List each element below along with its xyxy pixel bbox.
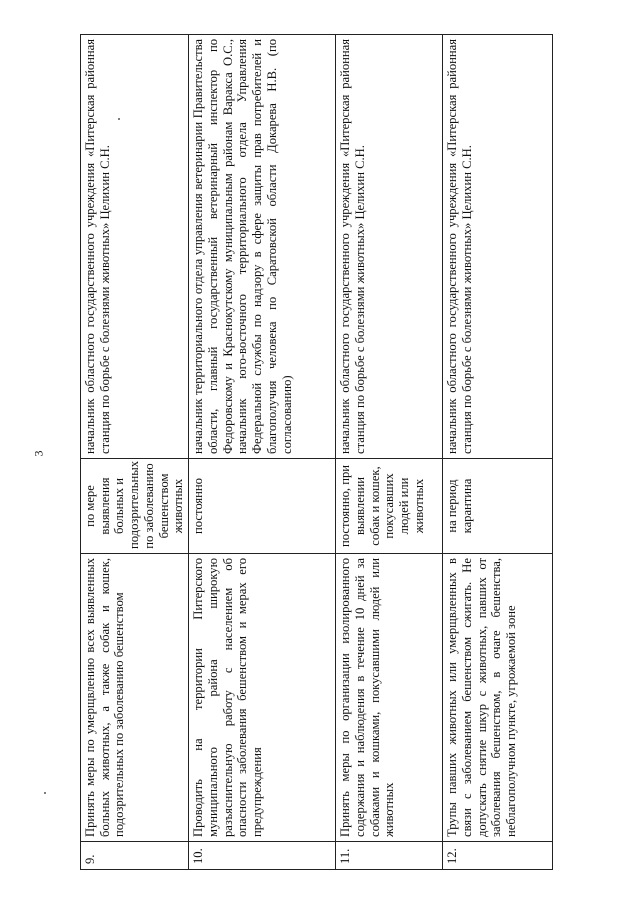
term-text: постоянно, при выявлении собак и кошек, покусавших людей или животных [336, 459, 443, 554]
table-row [81, 35, 189, 870]
term-text: по мере выявления больных и подозрительных по заболеванию бешенством животных [81, 459, 189, 554]
table-row [336, 35, 443, 870]
rotated-table-container [80, 35, 548, 870]
row-number: 10. [189, 842, 336, 870]
term-text: постоянно [189, 459, 336, 554]
page-number: 3 [31, 450, 46, 457]
measures-table [80, 34, 553, 870]
measure-text: Принять меры по организации изолированного содержания и наблюдения в течение 10 дней за собаками и кошками, покусавшими людей или животных [336, 554, 443, 842]
row-number: 12. [443, 842, 553, 870]
measure-text: Принять меры по умерщвлению всех выявленных больных животных, а также собак и кошек, подозрительных по заболеванию бешенством [81, 554, 189, 842]
responsible-text: начальник территориального отдела управления ветеринарии Правительства области, главный государственный ветеринарный инспектор по Федоровскому и Краснокутскому муниципальным районам Варакса О.С., начальник юго-восточного территориального отдела Управления Федеральной службы по надзору в сфере защиты прав потребителей и благополучия человека по Саратовской области Докарева Н.В. (по согласованию) [189, 35, 336, 459]
responsible-text: начальник областного государственного учреждения «Питерская районная станция по борьбе с болезнями животных» Целихин С.Н. [81, 35, 189, 459]
measure-text: Трупы павших животных или умерщвленных в связи с заболеванием бешенством сжигать. Не допускать снятие шкур с животных, павших от заболевания бешенством, в очаге бешенства, неблагополучном пункте, угрожаемой зоне [443, 554, 553, 842]
responsible-text: начальник областного государственного учреждения «Питерская районная станция по борьбе с болезнями животных» Целихин С.Н. [443, 35, 553, 459]
table-row [189, 35, 336, 870]
measure-text: Проводить на территории Питерского муниципального района широкую разъяснительную работу с населением об опасности заболевания бешенством и мерах его предупреждения [189, 554, 336, 842]
term-text: на период карантина [443, 459, 553, 554]
row-number: 11. [336, 842, 443, 870]
table-row [443, 35, 553, 870]
scan-speck [44, 792, 46, 794]
row-number: 9. [81, 842, 189, 870]
responsible-text: начальник областного государственного учреждения «Питерская районная станция по борьбе с болезнями животных» Целихин С.Н. [336, 35, 443, 459]
